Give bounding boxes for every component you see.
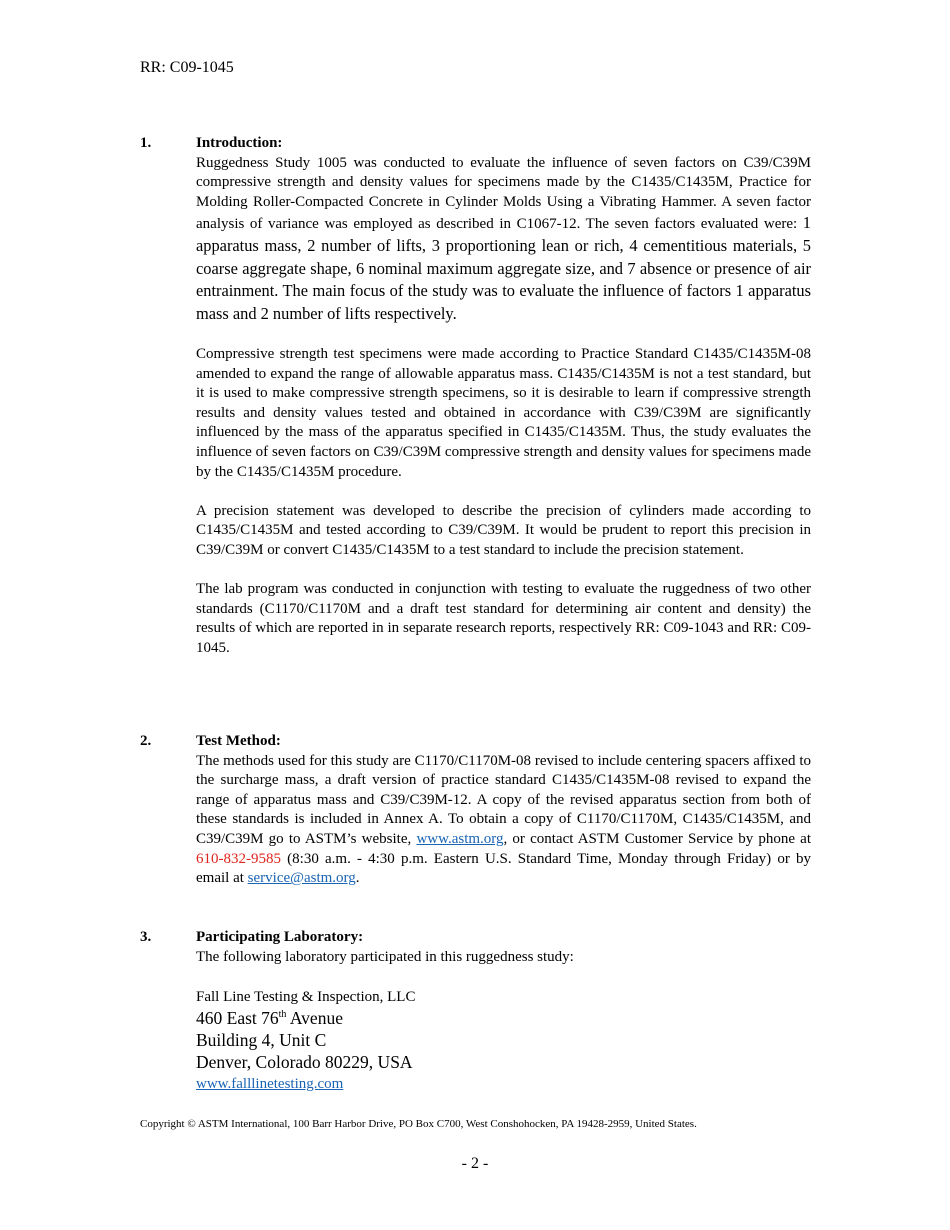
report-id-header: RR: C09-1045 (140, 59, 234, 76)
test-method-text-2: , or contact ASTM Customer Service by phone at (503, 830, 812, 847)
section-participating-laboratory (140, 928, 811, 1094)
section-number: 2. (140, 733, 152, 749)
section-number: 1. (140, 135, 152, 151)
lab-street-number: 460 East 76 (196, 1007, 279, 1028)
lab-building: Building 4, Unit C (196, 1030, 327, 1051)
lab-website-link[interactable]: www.falllinetesting.com (196, 1075, 344, 1092)
intro-paragraph-4: The lab program was conducted in conjunction with testing to evaluate the ruggedness of two other standards (C1170/C1170M and a draft test standard for determining air content and density) the results of which are reported in in separate research reports, respectively RR: C09-1043 and RR: C09-1045. (196, 581, 811, 656)
astm-website-link[interactable]: www.astm.org (416, 830, 504, 847)
test-method-text-end: . (355, 870, 360, 887)
paragraph-spacer (196, 560, 811, 580)
section-title: Introduction: (196, 135, 283, 151)
page-number: - 2 - (461, 1155, 489, 1172)
lab-intro: The following laboratory participated in this ruggedness study: (196, 948, 574, 965)
service-email-link[interactable]: service@astm.org (247, 870, 356, 887)
lab-street (196, 1007, 811, 1029)
paragraph-spacer (196, 482, 811, 502)
intro-paragraph-3: A precision statement was developed to describe the precision of cylinders made according to C1435/C1435M and tested according to C39/C39M. It would be prudent to report this precision in C39/C39M or convert C1435/C1435M to a test standard to include the precision statement. (196, 502, 811, 558)
section-test-method (140, 732, 811, 889)
section-introduction (140, 134, 811, 658)
intro-p1-text: Ruggedness Study 1005 was conducted to evaluate the influence of seven factors on C39/C39M compressive strength and density values for specimens made by the C1435/C1435M, Practice for Molding Roller-Compacted Concrete in Cylinder Molds Using a Vibrating Hammer. A seven factor analysis of variance was employed as described in C1067-12. The seven factors evaluated were: (196, 154, 811, 233)
lab-street-rest: Avenue (286, 1007, 343, 1028)
section-title: Test Method: (196, 733, 281, 749)
lab-name: Fall Line Testing & Inspection, LLC (196, 988, 416, 1005)
copyright-footer: Copyright © ASTM International, 100 Barr Harbor Drive, PO Box C700, West Conshohocken, PA 19428-2959, United States. (140, 1118, 697, 1130)
lab-city: Denver, Colorado 80229, USA (196, 1052, 413, 1073)
intro-p1-factors: 1 apparatus mass, 2 number of lifts, 3 proportioning lean or rich, 4 cementitious materials, 5 coarse aggregate shape, 6 nominal maximum aggregate size, and 7 absence or presence of air entrainment. The main focus of the study was to evaluate the influence of factors 1 apparatus mass and 2 number of lifts respectively. (196, 213, 811, 323)
test-method-text-3: (8:30 a.m. - 4:30 p.m. Eastern U.S. Standard Time, Monday through Friday) or by email at (196, 850, 811, 887)
intro-paragraph-2: Compressive strength test specimens were made according to Practice Standard C1435/C1435M-08 amended to expand the range of allowable apparatus mass. C1435/C1435M is not a test standard, but it is used to make compressive strength specimens, so it is desirable to learn if compressive strength results and density values tested and obtained in accordance with C39/C39M are significantly influenced by the mass of the apparatus specified in C1435/C1435M. Thus, the study evaluates the influence of seven factors on C39/C39M compressive strength and density values for specimens made by the C1435/C1435M procedure. (196, 345, 811, 480)
intro-paragraph-1 (196, 154, 811, 326)
phone-number[interactable]: 610-832-9585 (196, 850, 281, 867)
test-method-paragraph (196, 752, 811, 889)
paragraph-spacer (196, 967, 811, 987)
lab-street-suffix: th (278, 1008, 287, 1020)
test-method-text: The methods used for this study are C1170/C1170M-08 revised to include centering spacers affixed to the surcharge mass, a draft version of practice standard C1435/C1435M-08 revised to expand the range of apparatus mass and C39/C39M-12. A copy of the revised apparatus section from both of these standards is included in Annex A. To obtain a copy of C1170/C1170M, C1435/C1435M, and C39/C39M go to ASTM’s website, (196, 752, 811, 847)
section-number: 3. (140, 929, 152, 945)
section-title: Participating Laboratory: (196, 929, 364, 945)
paragraph-spacer (196, 325, 811, 345)
